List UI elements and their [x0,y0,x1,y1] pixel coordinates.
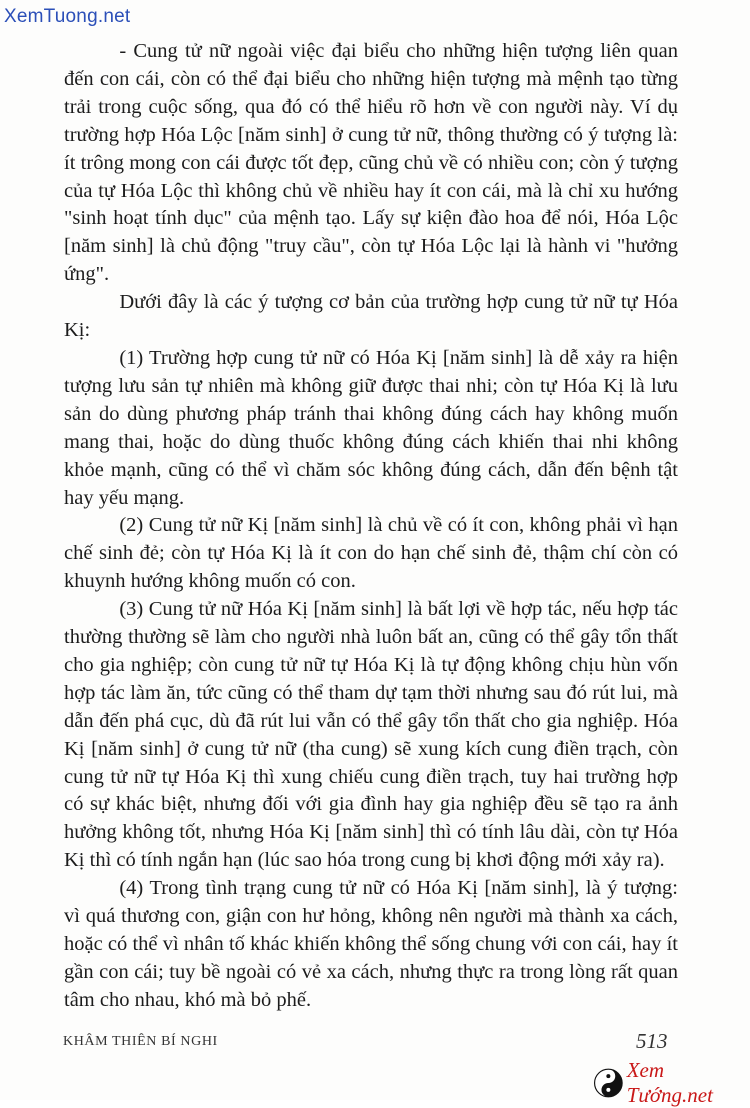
paragraph-heading: Dưới đây là các ý tượng cơ bản của trường hợp cung tử nữ tự Hóa Kị: [64,291,678,342]
paragraph-item-3: (3) Cung tử nữ Hóa Kị [năm sinh] là bất lợi về hợp tác, nếu hợp tác thường thường sẽ làm cho người nhà luôn bất an, cũng có thể gây tổn thất cho gia nghiệp; còn cung tử nữ tự Hóa Kị là tự động không chịu hùn vốn hợp tác làm ăn, tức cũng có thể tham dự tạm thời nhưng sau đó rút lui, mà dẫn đến phá cục, dù đã rút lui vẫn có thể gây tổn thất cho gia nghiệp. Hóa Kị [năm sinh] ở cung tử nữ (tha cung) sẽ xung kích cung điền trạch, còn cung tử nữ tự Hóa Kị thì xung chiếu cung điền trạch, tuy hai trường hợp có sự khác biệt, nhưng đối với gia đình hay gia nghiệp đều sẽ tạo ra ảnh hưởng không tốt, nhưng Hóa Kị [năm sinh] thì có tính lâu dài, còn tự Hóa Kị thì có tính ngắn hạn (lúc sao hóa trong cung bị khơi động mới xảy ra). [64,598,678,872]
site-watermark-bottom [594,1058,750,1108]
page-number: 513 [636,1029,668,1053]
yin-yang-icon [594,1068,623,1098]
paragraph-item-1: (1) Trường hợp cung tử nữ có Hóa Kị [năm sinh] là dễ xảy ra hiện tượng lưu sản tự nhiên mà không giữ được thai nhi; còn tự Hóa Kị là lưu sản do dùng phương pháp tránh thai không đúng cách hay không muốn mang thai, hoặc do dùng thuốc không đúng cách khiến thai nhi không khỏe mạnh, cũng có thể vì chăm sóc không đúng cách, dẫn đến bệnh tật hay yếu mạng. [64,346,678,509]
running-footer-title: KHÂM THIÊN BÍ NGHI [63,1034,218,1049]
paragraph-item-2: (2) Cung tử nữ Kị [năm sinh] là chủ về có ít con, không phải vì hạn chế sinh đẻ; còn tự Hóa Kị là ít con do hạn chế sinh đẻ, thậm chí còn có khuynh hướng không muốn có con. [64,514,678,593]
site-watermark-top: XemTuong.net [4,6,131,27]
site-watermark-bottom-text: Xem Tướng.net [626,1058,713,1107]
paragraph-intro: - Cung tử nữ ngoài việc đại biểu cho những hiện tượng liên quan đến con cái, còn có thể đại biểu cho những hiện tượng mà mệnh tạo từng trải trong cuộc sống, qua đó có thể hiểu rõ hơn về con người này. Ví dụ trường hợp Hóa Lộc [năm sinh] ở cung tử nữ, thông thường có ý tượng là: ít trông mong con cái được tốt đẹp, cũng chủ về có nhiều con; còn ý tượng của tự Hóa Lộc thì không chủ về nhiều hay ít con cái, mà là chỉ xu hướng "sinh hoạt tính dục" của mệnh tạo. Lấy sự kiện đào hoa để nói, Hóa Lộc [năm sinh] là chủ động "truy cầu", còn tự Hóa Lộc lại là hành vi "hưởng ứng". [64,40,678,286]
page-body [64,38,678,1015]
paragraph-item-4: (4) Trong tình trạng cung tử nữ có Hóa Kị [năm sinh], là ý tượng: vì quá thương con, giận con hư hỏng, không nên người mà thành xa cách, hoặc có thể vì nhân tố khác khiến không thể sống chung với con cái, hay ít gần con cái; tuy bề ngoài có vẻ xa cách, nhưng thực ra trong lòng rất quan tâm cho nhau, khó mà bỏ phế. [64,877,678,1011]
